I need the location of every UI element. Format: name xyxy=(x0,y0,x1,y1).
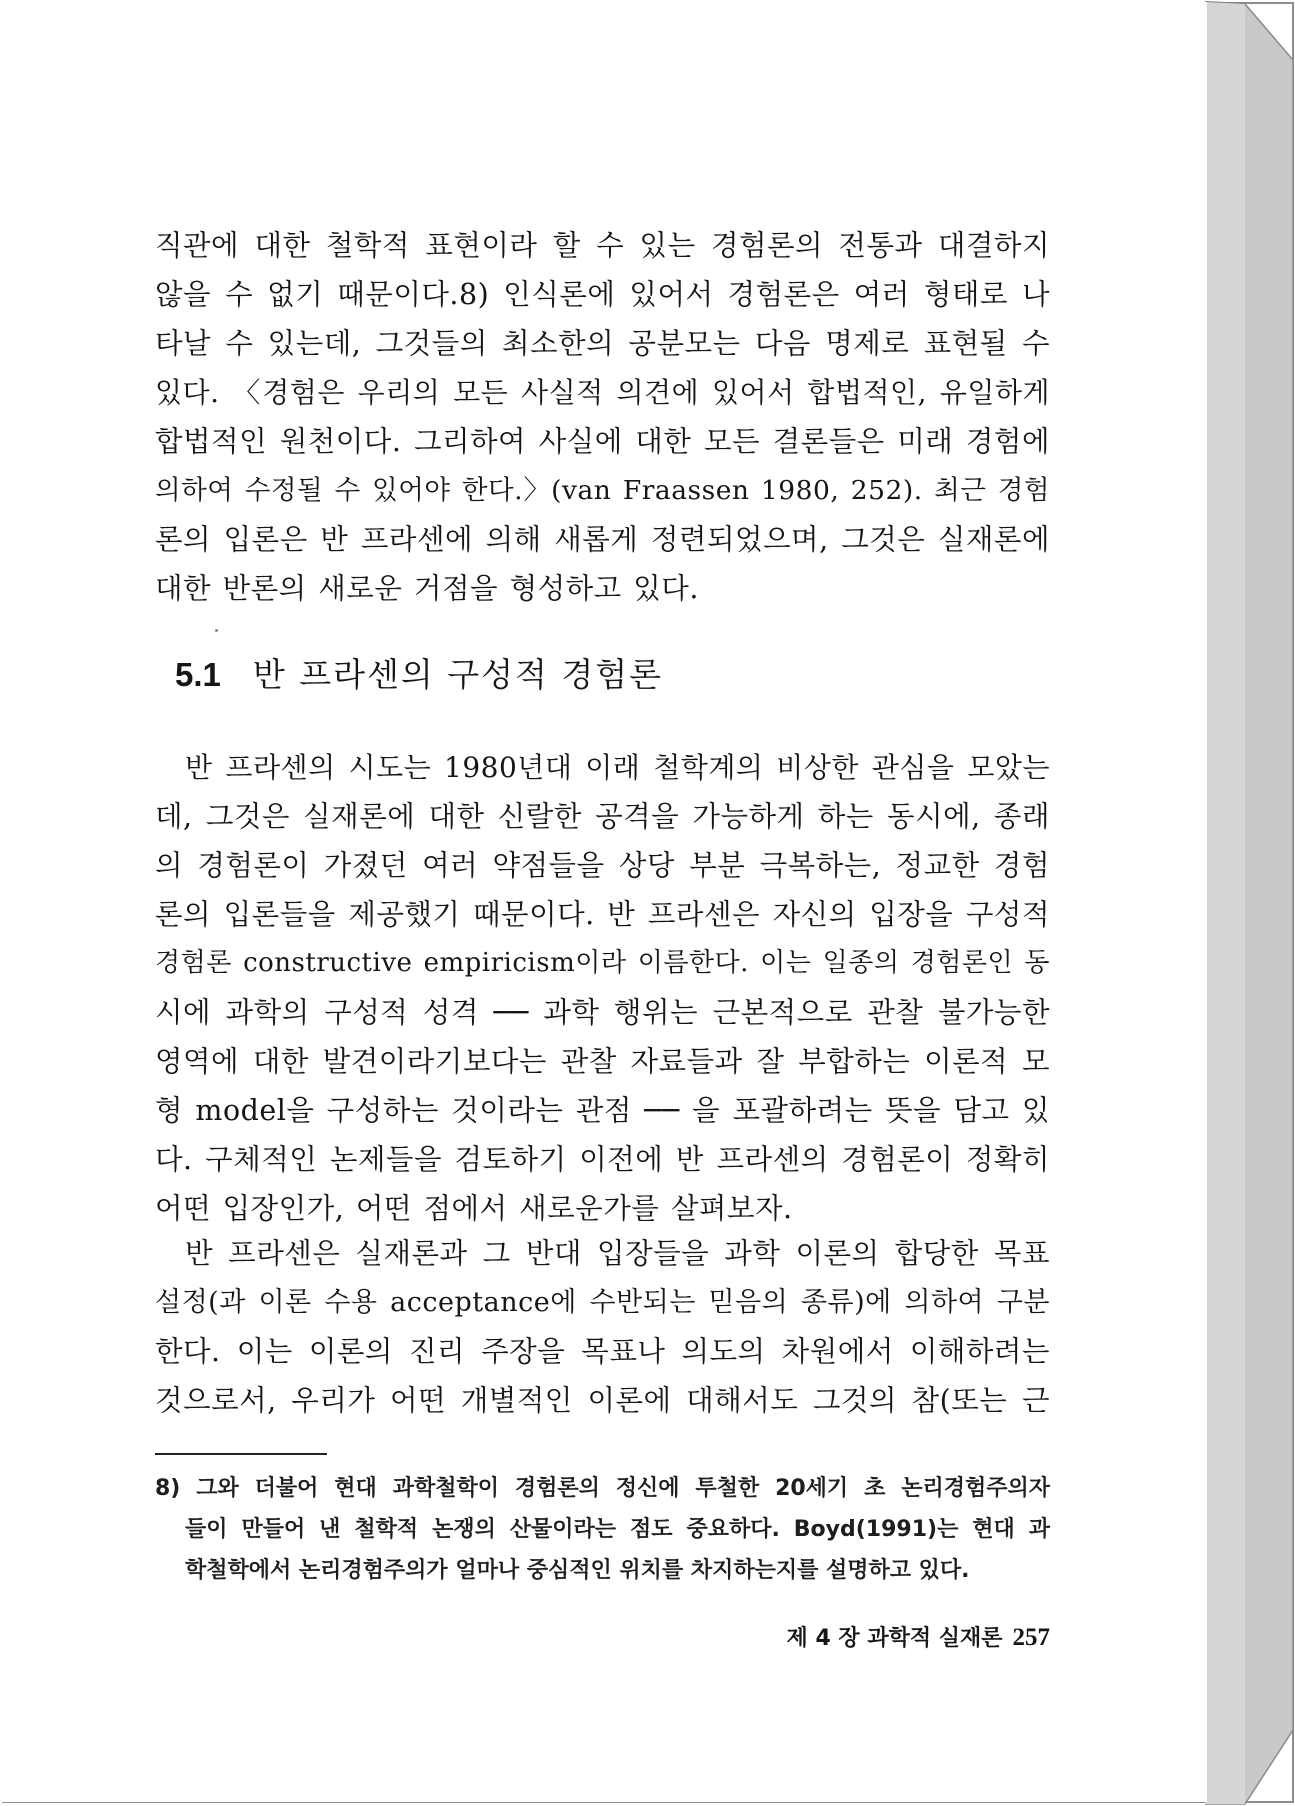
text-line: 타날 수 있는데, 그것들의 최소한의 공분모는 다음 명제로 표현될 수 xyxy=(155,327,1050,360)
text-line: 있다. 〈경험은 우리의 모든 사실적 의견에 있어서 합법적인, 유일하게 xyxy=(155,376,1050,409)
chapter-label: 제 4 장 과학적 실재론 xyxy=(786,1626,1003,1651)
text-line: 형 model을 구성하는 것이라는 관점 ── 을 포괄하려는 뜻을 담고 있 xyxy=(155,1094,1050,1127)
text-line: 반 프라센의 시도는 1980년대 이래 철학계의 비상한 관심을 모았는 xyxy=(185,751,1050,784)
paragraph-two xyxy=(155,743,1050,1233)
section-number: 5.1 xyxy=(175,656,221,693)
text-line: 않을 수 없기 때문이다.8) 인식론에 있어서 경험론은 여러 형태로 나 xyxy=(155,278,1050,311)
footnote xyxy=(155,1468,1050,1591)
running-footer xyxy=(700,1618,1050,1659)
text-line: 대한 반론의 새로운 거점을 형성하고 있다. xyxy=(155,572,699,605)
text-line: 한다. 이는 이론의 진리 주장을 목표나 의도의 차원에서 이해하려는 xyxy=(155,1335,1050,1368)
text-line: 시에 과학의 구성적 성격 ── 과학 행위는 근본적으로 관찰 불가능한 xyxy=(155,996,1050,1029)
footnote-divider xyxy=(155,1453,327,1455)
book-page-edge xyxy=(1205,0,1295,1806)
text-line: 의하여 수정될 수 있어야 한다.〉(van Fraassen 1980, 252). 최근 경험 xyxy=(155,475,1050,506)
text-line: 론의 입론은 반 프라센에 의해 새롭게 정련되었으며, 그것은 실재론에 xyxy=(155,523,1050,556)
text-line: 것으로서, 우리가 어떤 개별적인 이론에 대해서도 그것의 참(또는 근 xyxy=(155,1384,1050,1417)
text-line: 합법적인 원천이다. 그리하여 사실에 대한 모든 결론들은 미래 경험에 xyxy=(155,425,1050,458)
text-line: 의 경험론이 가졌던 여러 약점들을 상당 부분 극복하는, 정교한 경험 xyxy=(155,849,1050,882)
footnote-line: 학철학에서 논리경험주의가 얼마나 중심적인 위치를 차지하는지를 설명하고 있다. xyxy=(185,1558,970,1583)
text-line: 영역에 대한 발견이라기보다는 관찰 자료들과 잘 부합하는 이론적 모 xyxy=(155,1045,1050,1078)
page-number: 257 xyxy=(1012,1624,1050,1651)
footnote-line: 8) 그와 더불어 현대 과학철학이 경험론의 정신에 투철한 20세기 초 논리경험주의자 xyxy=(155,1476,1050,1501)
text-line: 론의 입론들을 제공했기 때문이다. 반 프라센은 자신의 입장을 구성적 xyxy=(155,898,1050,931)
section-title: 반 프라센의 구성적 경험론 xyxy=(252,655,664,694)
text-line: 어떤 입장인가, 어떤 점에서 새로운가를 살펴보자. xyxy=(155,1192,793,1225)
paragraph-three xyxy=(155,1229,1050,1425)
text-line: 경험론 constructive empiricism이라 이름한다. 이는 일종의 경험론인 동 xyxy=(155,948,1050,978)
text-line: 데, 그것은 실재론에 대한 신랄한 공격을 가능하게 하는 동시에, 종래 xyxy=(155,800,1050,833)
text-line: 다. 구체적인 논제들을 검토하기 이전에 반 프라센의 경험론이 정확히 xyxy=(155,1143,1050,1176)
text-line: 설정(과 이론 수용 acceptance에 수반되는 믿음의 종류)에 의하여 구분 xyxy=(155,1287,1050,1318)
intro-paragraph xyxy=(155,221,1050,613)
text-line: 직관에 대한 철학적 표현이라 할 수 있는 경험론의 전통과 대결하지 xyxy=(155,229,1050,262)
section-heading xyxy=(175,650,663,700)
footnote-line: 들이 만들어 낸 철학적 논쟁의 산물이라는 점도 중요하다. Boyd(1991)는 현대 과 xyxy=(185,1517,1050,1542)
scan-speck xyxy=(215,629,218,632)
text-line: 반 프라센은 실재론과 그 반대 입장들을 과학 이론의 합당한 목표 xyxy=(185,1237,1050,1270)
